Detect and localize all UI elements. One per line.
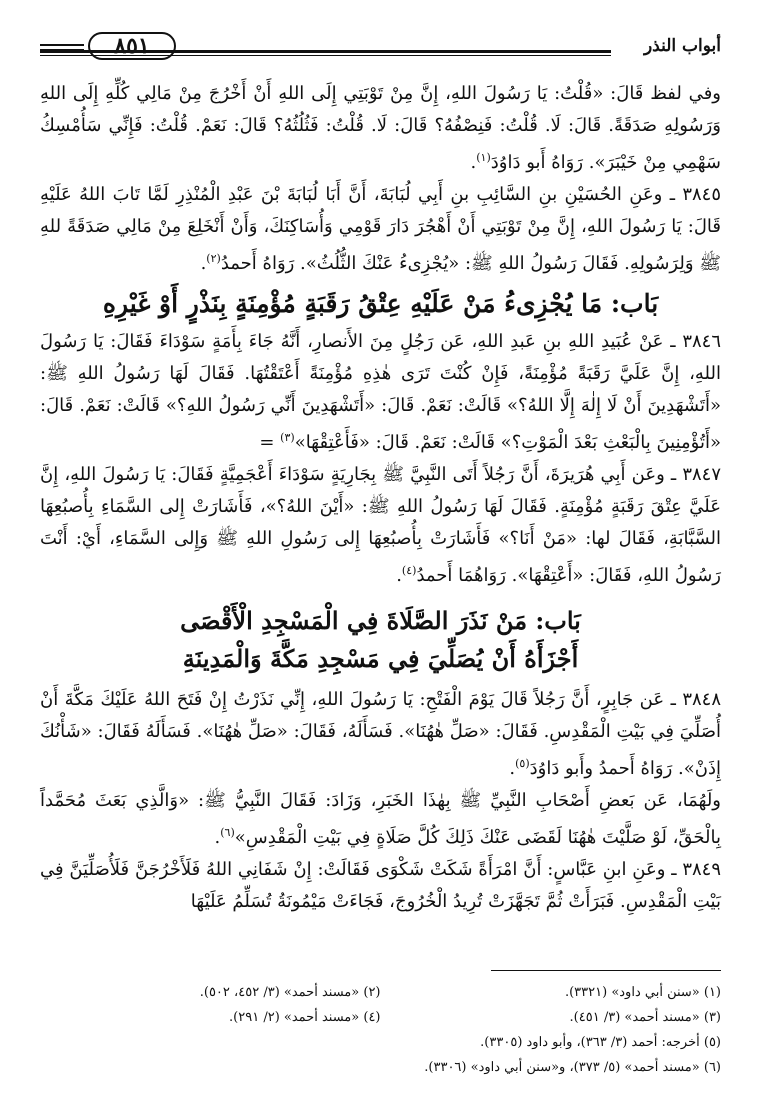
hadith-text: ٣٨٤٨ ـ عَن جَابِرٍ، أَنَّ رَجُلاً قَالَ يَوْمَ الْفَتْحِ: يَا رَسُولَ اللهِ، إِنِّي نَذَرْتُ إِنْ فَتَحَ اللهُ عَلَيْكَ مَكَّةَ أَنْ أُصَلِّيَ فِي بَيْتِ الْمَقْدِسِ. فَقَالَ: «صَلِّ هٰهُنَا». فَسَأَلَهُ، فَقَالَ: «صَلِّ هٰهُنَا». فَسَأَلَهُ فَقَالَ: «شَأْنُكَ إِذَنْ». رَوَاهُ أَحمدُ وأَبو دَاوُدَ [40, 689, 721, 779]
hadith-text: ٣٨٤٧ ـ وعَن أَبِي هُرَيرَةَ، أَنَّ رَجُلاً أَتَى النَّبِيَّ ﷺ بِجَارِيَةٍ سَوْدَاءَ أَعْجَمِيَّةٍ فَقَالَ: يَا رَسُولَ اللهِ، إِنَّ عَلَيَّ عِتْقَ رَقَبَةٍ مُؤْمِنَةٍ. فَقَالَ لَهَا رَسُولُ اللهِ ﷺ: «أَيْنَ اللهُ؟»، فَأَشَارَتْ إِلى السَّمَاءِ بِأُصبُعِهَا السَّبَّابَةِ، فَقَالَ لها: «مَنْ أَنَا؟» فَأَشَارَتْ بِأُصبُعِهَا إِلى رَسُولِ اللهِ ﷺ وَإِلى السَّمَاءِ، أَيْ: أَنْتَ رَسُولُ اللهِ، فَقَالَ: «أَعْتِقْهَا». رَوَاهُمَا أَحمدُ [40, 464, 721, 586]
footnote-ref-6: (٦) [220, 826, 235, 839]
footnote-3: (٣) «مسند أحمد» (٣/ ٤٥١). [569, 1010, 721, 1025]
chapter-heading-2-line2: أَجْزَأَهُ أَنْ يُصَلِّيَ فِي مَسْجِدِ مَكَّةَ وَالْمَدِينَةِ [182, 644, 579, 673]
footnote-ref-2: (٢) [206, 252, 221, 265]
footnote-2: (٢) «مسند أحمد» (٣/ ٤٥٢، ٥٠٢). [199, 985, 381, 1000]
header-rule [40, 50, 611, 56]
hadith-3848: ٣٨٤٨ ـ عَن جَابِرٍ، أَنَّ رَجُلاً قَالَ يَوْمَ الْفَتْحِ: يَا رَسُولَ اللهِ، إِنِّي نَذَرْتُ إِنْ فَتَحَ اللهُ عَلَيْكَ مَكَّةَ أَنْ أُصَلِّيَ فِي بَيْتِ الْمَقْدِسِ. فَقَالَ: «صَلِّ هٰهُنَا». فَسَأَلَهُ، فَقَالَ: «صَلِّ هٰهُنَا». فَسَأَلَهُ فَقَالَ: «شَأْنُكَ إِذَنْ». رَوَاهُ أَحمدُ وأَبو دَاوُدَ$^{(٥)}$. [40, 689, 721, 779]
paragraph-text: وفي لفظ قَالَ: «قُلْتُ: يَا رَسُولَ اللهِ، إِنَّ مِنْ تَوْبَتِي إِلَى اللهِ أَنْ أَخْرُجَ مِنْ مَالِي كُلِّهِ إِلَى اللهِ وَرَسُولِهِ صَدَقَةً. قَالَ: لَا. قُلْتُ: فَنِصْفُهُ؟ قَالَ: لَا. قُلْتُ: فَثُلُثُهُ؟ قَالَ: نَعَمْ. قُلْتُ: فَإِنِّي سَأُمْسِكُ سَهْمِي مِنْ خَيْبَرَ». رَوَاهُ أَبو دَاوُدَ [40, 83, 721, 173]
chapter-heading-1: بَاب: مَا يُجْزِىءُ مَنْ عَلَيْهِ عِتْقُ رَقَبَةٍ مُؤْمِنَةٍ بِنَذْرٍ أَوْ غَيْرِهِ [102, 289, 659, 318]
hadith-3845: ٣٨٤٥ ـ وعَنِ الحُسَيْنِ بنِ السَّائِبِ بنِ أَبِي لُبَابَةَ، أَنَّ أَبَا لُبَابَةَ بْنَ عَبْدِ الْمُنْذِرِ لَمَّا تَابَ اللهُ عَلَيْهِ قَالَ: يَا رَسُولَ اللهِ، إِنَّ مِنْ تَوْبَتِي أَنْ أَهْجُرَ دَارَ قَوْمِي وَأُسَاكِنَكَ، وَأَنْ أَنْخَلِعَ مِنْ مَالِي صَدَقَةً للهِ ﷺ وَلِرَسُولِهِ. فَقَالَ رَسُولُ اللهِ ﷺ: «يُجْزِىءُ عَنْكَ الثُّلُثُ». رَوَاهُ أَحمدُ$^{(٢)}$. [40, 184, 721, 274]
hadith-text: ٣٨٤٦ ـ عَنْ عُبَيدِ اللهِ بنِ عَبدِ اللهِ، عَن رَجُلٍ مِنَ الأَنصارِ، أَنَّهُ جَاءَ بِأَمَةٍ سَوْدَاءَ فَقَالَ: يَا رَسُولَ اللهِ، إِنَّ عَلَيَّ رَقَبَةً مُؤْمِنَةً، فَإِنْ كُنْتَ تَرَى هٰذِهِ مُؤْمِنَةً أَعْتَقْتُهَا. فَقَالَ لَهَا رَسُولُ اللهِ ﷺ: «أَتَشْهَدِينَ أَنْ لَا إِلٰهَ إِلَّا اللهُ؟» قَالَتْ: نَعَمْ. قَالَ: «أَتَشْهَدِينَ أَنِّي رَسُولُ اللهِ؟» قَالَتْ: نَعَمْ. قَالَ: «أَتُؤْمِنِينَ بِالْبَعْثِ بَعْدَ الْمَوْتِ؟» قَالَتْ: نَعَمْ. قَالَ: «فَأَعْتِقْهَا» [40, 331, 721, 453]
hadith-3846 [40, 326, 721, 459]
footnote-ref-1: (١) [476, 151, 491, 164]
chapter-heading-2 [40, 602, 721, 678]
footnote-1: (١) «سنن أبي داود» (٣٣٢١). [564, 985, 721, 1000]
hadith-3849 [40, 854, 721, 918]
footnote-ref-5: (٥) [515, 757, 530, 770]
footnote-ref-4: (٤) [401, 564, 417, 577]
page-body [40, 78, 721, 918]
chapter-name: أبواب النذر [643, 36, 721, 56]
footnote-4: (٤) «مسند أحمد» (٢/ ٢٩١). [229, 1010, 381, 1025]
chapter-heading-2-line1: بَاب: مَنْ نَذَرَ الصَّلَاةَ فِي الْمَسْجِدِ الْأَقْصَى [180, 606, 581, 635]
page-number: ٨٥١ [88, 32, 176, 60]
hadith-3847: ٣٨٤٧ ـ وعَن أَبِي هُرَيرَةَ، أَنَّ رَجُلاً أَتَى النَّبِيَّ ﷺ بِجَارِيَةٍ سَوْدَاءَ أَعْجَمِيَّةٍ فَقَالَ: يَا رَسُولَ اللهِ، إِنَّ عَلَيَّ عِتْقَ رَقَبَةٍ مُؤْمِنَةٍ. فَقَالَ لَهَا رَسُولُ اللهِ ﷺ: «أَيْنَ اللهُ؟»، فَأَشَارَتْ إِلى السَّمَاءِ بِأُصبُعِهَا السَّبَّابَةِ، فَقَالَ لها: «مَنْ أَنَا؟» فَأَشَارَتْ بِأُصبُعِهَا إِلى رَسُولِ اللهِ ﷺ وَإِلى السَّمَاءِ، أَيْ: أَنْتَ رَسُولُ اللهِ، فَقَالَ: «أَعْتِقْهَا». رَوَاهُمَا أَحمدُ$^{(٤)}$. [40, 464, 721, 586]
hadith-text: ٣٨٤٩ ـ وعَنِ ابنِ عَبَّاسٍ: أَنَّ امْرَأَةً شَكَتْ شَكْوَى فَقَالَتْ: إِنْ شَفَانِي اللهُ فَلَأَخْرُجَنَّ فَلَأُصَلِّيَنَّ فِي بَيْتِ الْمَقْدِسِ. فَبَرَأَتْ ثُمَّ تَجَهَّزَتْ تُرِيدُ الْخُرُوجَ، فَجَاءَتْ مَيْمُونَةُ تُسَلِّمُ عَلَيْهَا [40, 859, 721, 912]
footnote-divider [491, 970, 721, 971]
continuation-mark: = [259, 432, 281, 453]
page-header [40, 30, 721, 64]
footnote-6: (٦) «مسند أحمد» (٥/ ٣٧٣)، و«سنن أبي داود» (٣٣٠٦). [424, 1060, 721, 1075]
footnote-5: (٥) أخرجه: أحمد (٣/ ٣٦٣)، وأبو داود (٣٣٠٥). [480, 1035, 721, 1050]
hadith-text: ٣٨٤٥ ـ وعَنِ الحُسَيْنِ بنِ السَّائِبِ بنِ أَبِي لُبَابَةَ، أَنَّ أَبَا لُبَابَةَ بْنَ عَبْدِ الْمُنْذِرِ لَمَّا تَابَ اللهُ عَلَيْهِ قَالَ: يَا رَسُولَ اللهِ، إِنَّ مِنْ تَوْبَتِي أَنْ أَهْجُرَ دَارَ قَوْمِي وَأُسَاكِنَكَ، وَأَنْ أَنْخَلِعَ مِنْ مَالِي صَدَقَةً للهِ ﷺ وَلِرَسُولِهِ. فَقَالَ رَسُولُ اللهِ ﷺ: «يُجْزِىءُ عَنْكَ الثُّلُثُ». رَوَاهُ أَحمدُ [40, 184, 721, 274]
paragraph-lafz: وفي لفظ قَالَ: «قُلْتُ: يَا رَسُولَ اللهِ، إِنَّ مِنْ تَوْبَتِي إِلَى اللهِ أَنْ أَخْرُجَ مِنْ مَالِي كُلِّهِ إِلَى اللهِ وَرَسُولِهِ صَدَقَةً. قَالَ: لَا. قُلْتُ: فَنِصْفُهُ؟ قَالَ: لَا. قُلْتُ: فَثُلُثُهُ؟ قَالَ: نَعَمْ. قُلْتُ: فَإِنِّي سَأُمْسِكُ سَهْمِي مِنْ خَيْبَرَ». رَوَاهُ أَبو دَاوُدَ$^{(١)}$. [40, 83, 721, 173]
paragraph-text: ولَهُمَا، عَن بَعضِ أَصْحَابِ النَّبِيِّ ﷺ بِهٰذَا الخَبَرِ، وَزَادَ: فَقَالَ النَّبِيُّ ﷺ: «وَالَّذِي بَعَثَ مُحَمَّداً بِالْحَقِّ، لَوْ صَلَّيْتَ هٰهُنَا لَقَضَى عَنْكَ ذَلِكَ كُلَّ صَلَاةٍ فِي بَيْتِ الْمَقْدِسِ» [40, 790, 721, 848]
paragraph-lahuma: ولَهُمَا، عَن بَعضِ أَصْحَابِ النَّبِيِّ ﷺ بِهٰذَا الخَبَرِ، وَزَادَ: فَقَالَ النَّبِيُّ ﷺ: «وَالَّذِي بَعَثَ مُحَمَّداً بِالْحَقِّ، لَوْ صَلَّيْتَ هٰهُنَا لَقَضَى عَنْكَ ذَلِكَ كُلَّ صَلَاةٍ فِي بَيْتِ الْمَقْدِسِ»$^{(٦)}$. [40, 790, 721, 848]
footnotes [40, 980, 721, 1080]
footnote-ref-3: (٣) [280, 431, 295, 444]
